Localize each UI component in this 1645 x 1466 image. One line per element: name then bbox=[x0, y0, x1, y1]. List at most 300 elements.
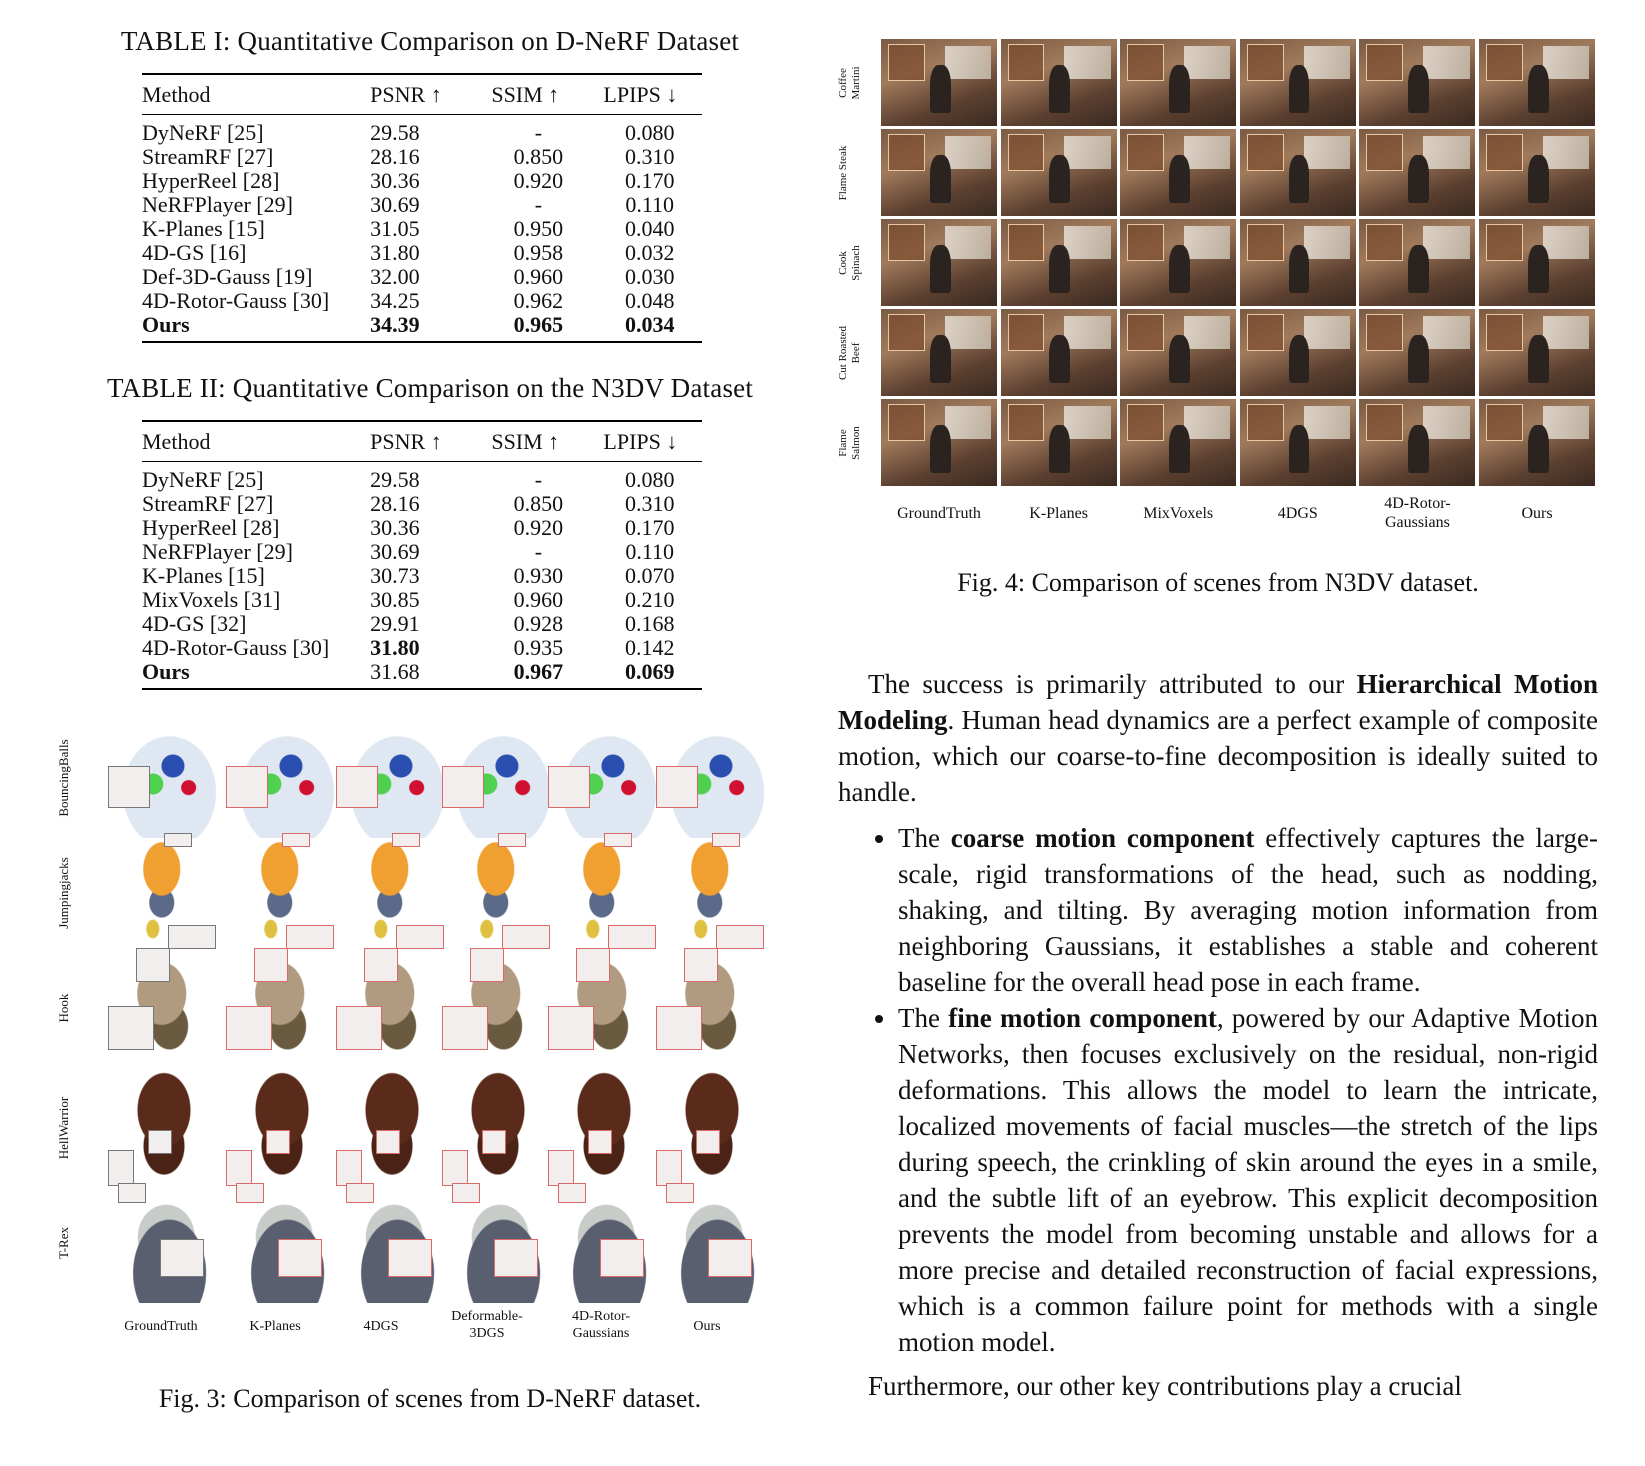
zoom-inset bbox=[888, 404, 925, 441]
table-row bbox=[142, 516, 702, 540]
zoom-inset bbox=[118, 1183, 146, 1203]
figure-3-thumbnail bbox=[442, 1068, 554, 1188]
figure-4-column-labels bbox=[880, 495, 1598, 548]
text-run: effectively captures the large-scale, rigid transformations of the head, such as nodding, shaking, and tilting. By averaging motion information from neighboring Gaussians, it establishes a stable and coherent baseline for the overall head pose in each frame. bbox=[898, 823, 1598, 997]
figure-3-row-label: BouncingBalls bbox=[56, 739, 71, 817]
figure-3-thumbnail bbox=[108, 1068, 220, 1188]
scene-element bbox=[930, 245, 951, 293]
zoom-inset bbox=[498, 833, 526, 847]
scene-element bbox=[1049, 425, 1070, 473]
scene-element bbox=[1064, 406, 1110, 439]
scene-element bbox=[930, 425, 951, 473]
scene-element bbox=[1049, 245, 1070, 293]
scene-element bbox=[1304, 316, 1350, 349]
table-cell: 0.210 bbox=[624, 587, 675, 612]
bold-term: coarse motion component bbox=[950, 823, 1255, 853]
zoom-inset bbox=[708, 1239, 752, 1277]
table-cell: 0.967 bbox=[513, 659, 564, 684]
zoom-inset bbox=[482, 1130, 506, 1154]
scene-element bbox=[1543, 406, 1589, 439]
scene-element bbox=[1184, 316, 1230, 349]
table-cell: 0.170 bbox=[624, 168, 675, 193]
zoom-inset bbox=[656, 1150, 682, 1186]
figure-4-thumbnail bbox=[1119, 308, 1237, 397]
figure-3-row bbox=[56, 718, 800, 838]
zoom-inset bbox=[108, 1006, 154, 1050]
zoom-inset bbox=[1247, 404, 1284, 441]
figure-4-thumbnail bbox=[1000, 308, 1118, 397]
scene-element bbox=[1169, 245, 1190, 293]
zoom-inset bbox=[442, 1150, 468, 1186]
figure-4-thumbnail bbox=[1478, 38, 1596, 127]
zoom-inset bbox=[168, 925, 216, 949]
zoom-inset bbox=[548, 1006, 594, 1050]
table-cell: 0.069 bbox=[624, 659, 675, 684]
table-cell: 0.960 bbox=[513, 264, 564, 289]
bullet-list bbox=[838, 820, 1598, 1360]
figure-3-thumbnail bbox=[442, 833, 554, 953]
figure-3-caption: Fig. 3: Comparison of scenes from D-NeRF dataset. bbox=[158, 1384, 702, 1413]
zoom-inset bbox=[666, 1183, 694, 1203]
zoom-inset bbox=[254, 948, 288, 982]
scene-element bbox=[930, 335, 951, 383]
zoom-inset bbox=[656, 1006, 702, 1050]
scene-element bbox=[1408, 155, 1429, 203]
zoom-inset bbox=[888, 134, 925, 171]
zoom-inset bbox=[588, 1130, 612, 1154]
figure-4-thumbnail bbox=[1000, 128, 1118, 217]
scene-element bbox=[1169, 335, 1190, 383]
scene-element bbox=[1064, 226, 1110, 259]
scene-element bbox=[1289, 425, 1310, 473]
figure-3-thumbnail bbox=[336, 1068, 448, 1188]
scene-element bbox=[1184, 136, 1230, 169]
figure-3-column-label: Deformable- 3DGS bbox=[451, 1309, 523, 1341]
table-row bbox=[142, 169, 702, 193]
figure-4-column-label: 4DGS bbox=[1277, 505, 1318, 522]
bold-term: fine motion component bbox=[948, 1003, 1217, 1033]
table-cell: 0.030 bbox=[624, 264, 675, 289]
table-cell: 30.73 bbox=[370, 563, 420, 588]
table-row bbox=[142, 265, 702, 289]
scene-element bbox=[1528, 155, 1549, 203]
table-cell: 30.69 bbox=[370, 539, 420, 564]
scene-element bbox=[1169, 425, 1190, 473]
table-cell: - bbox=[534, 120, 543, 145]
zoom-inset bbox=[346, 1183, 374, 1203]
table-cell: 0.930 bbox=[513, 563, 564, 588]
figure-3-thumbnail bbox=[442, 948, 554, 1068]
table-cell: 30.85 bbox=[370, 587, 420, 612]
figure-4-thumbnail bbox=[1358, 38, 1476, 127]
table-cell: - bbox=[534, 467, 543, 492]
figure-4-column-label: Ours bbox=[1521, 505, 1553, 522]
zoom-inset bbox=[1486, 404, 1523, 441]
zoom-inset bbox=[336, 1150, 362, 1186]
table-cell: 0.080 bbox=[624, 467, 675, 492]
table-cell: 4D-Rotor-Gauss [30] bbox=[142, 288, 330, 313]
table-row bbox=[142, 588, 702, 612]
zoom-inset bbox=[148, 1130, 172, 1154]
scene-element bbox=[1049, 65, 1070, 113]
table2-caption: TABLE II: Quantitative Comparison on the N3DV Dataset bbox=[106, 373, 754, 403]
figure-4-thumbnail bbox=[1478, 308, 1596, 397]
zoom-inset bbox=[1008, 404, 1045, 441]
table-cell: 0.048 bbox=[624, 288, 675, 313]
figure-3-row-label: Hook bbox=[56, 993, 71, 1023]
scene-element bbox=[930, 155, 951, 203]
table-cell: 0.168 bbox=[624, 611, 675, 636]
table-cell: 31.05 bbox=[370, 216, 420, 241]
table1-caption: TABLE I: Quantitative Comparison on D-NeRF Dataset bbox=[120, 26, 740, 56]
figure-3-thumbnail bbox=[336, 718, 448, 838]
figure-4-column-label: K-Planes bbox=[1029, 505, 1088, 522]
table-row bbox=[142, 241, 702, 265]
zoom-inset bbox=[236, 1183, 264, 1203]
table-row bbox=[142, 540, 702, 564]
scene-element bbox=[1528, 65, 1549, 113]
bullet-fine-motion bbox=[898, 1000, 1598, 1360]
figure-4-thumbnail bbox=[1119, 128, 1237, 217]
zoom-inset bbox=[1486, 134, 1523, 171]
scene-element bbox=[1543, 46, 1589, 79]
bold-term: Hierarchical Motion Modeling bbox=[838, 669, 1598, 735]
table-row bbox=[142, 313, 702, 342]
figure-3-row-label: T-Rex bbox=[56, 1226, 71, 1260]
figure-3 bbox=[56, 718, 800, 1398]
figure-4-thumbnail bbox=[1239, 308, 1357, 397]
zoom-inset bbox=[226, 1006, 272, 1050]
figure-3-thumbnail bbox=[108, 948, 220, 1068]
figure-4-row-label: Coffee Martini bbox=[837, 66, 862, 100]
table-cell: 0.310 bbox=[624, 144, 675, 169]
figure-4-thumbnail bbox=[1358, 218, 1476, 307]
scene-element bbox=[945, 226, 991, 259]
figure-3-row bbox=[56, 1068, 800, 1188]
scene-element bbox=[1543, 316, 1589, 349]
text-run: The success is primarily attributed to our bbox=[868, 669, 1357, 699]
table-cell: 0.850 bbox=[513, 491, 564, 516]
table-cell: 0.958 bbox=[513, 240, 564, 265]
table-cell: 0.110 bbox=[625, 192, 675, 217]
figure-4-thumbnail bbox=[880, 308, 998, 397]
zoom-inset bbox=[576, 948, 610, 982]
scene-element bbox=[1408, 65, 1429, 113]
zoom-inset bbox=[470, 948, 504, 982]
scene-element bbox=[1289, 155, 1310, 203]
table-cell: 0.960 bbox=[513, 587, 564, 612]
figure-3-column-labels bbox=[60, 1309, 800, 1358]
figure-3-column-label: 4D-Rotor- Gaussians bbox=[571, 1309, 631, 1341]
zoom-inset bbox=[548, 1150, 574, 1186]
zoom-inset bbox=[656, 766, 698, 808]
table-cell: 0.110 bbox=[625, 539, 675, 564]
table-cell: 0.928 bbox=[513, 611, 564, 636]
scene-element bbox=[1049, 335, 1070, 383]
table-cell: 0.920 bbox=[513, 168, 564, 193]
table-cell: 29.58 bbox=[370, 120, 420, 145]
zoom-inset bbox=[494, 1239, 538, 1277]
column-header: SSIM ↑ bbox=[491, 429, 560, 454]
table-cell: 0.965 bbox=[513, 312, 564, 337]
table-cell: 28.16 bbox=[370, 144, 420, 169]
figure-4-row-label: Flame Salmon bbox=[837, 426, 862, 460]
zoom-inset bbox=[392, 833, 420, 847]
figure-3-thumbnail bbox=[656, 833, 768, 953]
scene-element bbox=[1304, 226, 1350, 259]
zoom-inset bbox=[684, 948, 718, 982]
figure-4-thumbnail bbox=[1000, 398, 1118, 487]
zoom-inset bbox=[226, 1150, 252, 1186]
figure-3-thumbnail bbox=[226, 948, 338, 1068]
table-cell: StreamRF [27] bbox=[142, 144, 274, 169]
scene-element bbox=[1064, 46, 1110, 79]
zoom-inset bbox=[558, 1183, 586, 1203]
zoom-inset bbox=[1366, 44, 1403, 81]
paragraph-hierarchical-motion bbox=[838, 666, 1598, 810]
zoom-inset bbox=[696, 1130, 720, 1154]
table-row bbox=[142, 636, 702, 660]
table-cell: 0.850 bbox=[513, 144, 564, 169]
figure-4-thumbnail bbox=[1358, 308, 1476, 397]
zoom-inset bbox=[266, 1130, 290, 1154]
table-cell: 0.935 bbox=[513, 635, 564, 660]
zoom-inset bbox=[1127, 224, 1164, 261]
scene-element bbox=[945, 406, 991, 439]
zoom-inset bbox=[164, 833, 192, 847]
scene-element bbox=[1304, 406, 1350, 439]
figure-3-thumbnail bbox=[226, 1068, 338, 1188]
zoom-inset bbox=[888, 224, 925, 261]
table-cell: - bbox=[534, 192, 543, 217]
scene-element bbox=[1289, 335, 1310, 383]
text-run: , powered by our Adaptive Motion Networks, then focuses exclusively on the residual, non-rigid deformations. This allows the model to learn the intricate, localized movements of facial muscles—the stretch of the lips during speech, the crinkling of skin around the eyes in a smile, and the subtle lift of an eyebrow. This explicit decomposition prevents the model from becoming unstable and allows for a more precise and detailed reconstruction of facial expressions, which is a common failure point for methods with a single motion model. bbox=[898, 1003, 1598, 1357]
zoom-inset bbox=[716, 925, 764, 949]
scene-element bbox=[1543, 136, 1589, 169]
table-row bbox=[142, 289, 702, 313]
table-cell: 30.36 bbox=[370, 515, 420, 540]
figure-4-thumbnail bbox=[1239, 398, 1357, 487]
scene-element bbox=[1289, 65, 1310, 113]
zoom-inset bbox=[1247, 224, 1284, 261]
table2 bbox=[142, 420, 702, 690]
table-cell: 28.16 bbox=[370, 491, 420, 516]
table-cell: 4D-GS [16] bbox=[142, 240, 247, 265]
table-cell: 0.040 bbox=[624, 216, 675, 241]
column-header: LPIPS ↓ bbox=[603, 82, 678, 107]
zoom-inset bbox=[548, 766, 590, 808]
table-cell: 4D-GS [32] bbox=[142, 611, 247, 636]
left-column bbox=[56, 18, 800, 1414]
scene-element bbox=[1169, 155, 1190, 203]
table-cell: 0.170 bbox=[624, 515, 675, 540]
figure-3-thumbnail bbox=[108, 833, 220, 953]
zoom-inset bbox=[1366, 134, 1403, 171]
zoom-inset bbox=[336, 1006, 382, 1050]
zoom-inset bbox=[278, 1239, 322, 1277]
table-cell: 34.25 bbox=[370, 288, 420, 313]
zoom-inset bbox=[1127, 44, 1164, 81]
table-cell: 0.080 bbox=[624, 120, 675, 145]
figure-3-thumbnail bbox=[548, 718, 660, 838]
table-cell: 0.310 bbox=[624, 491, 675, 516]
zoom-inset bbox=[336, 766, 378, 808]
scene-element bbox=[1408, 245, 1429, 293]
table-cell: NeRFPlayer [29] bbox=[142, 192, 293, 217]
figure-3-thumbnail bbox=[548, 1183, 660, 1303]
table-cell: 0.142 bbox=[624, 635, 675, 660]
text-run: . Human head dynamics are a perfect example of composite motion, which our coarse-to-fine decomposition is ideally suited to handle. bbox=[838, 705, 1598, 807]
zoom-inset bbox=[1366, 404, 1403, 441]
zoom-inset bbox=[1247, 314, 1284, 351]
figure-3-column-label: 4DGS bbox=[363, 1319, 399, 1334]
figure-3-row bbox=[56, 1183, 800, 1303]
zoom-inset bbox=[1008, 134, 1045, 171]
zoom-inset bbox=[108, 1150, 134, 1186]
table-row bbox=[142, 145, 702, 169]
scene-element bbox=[945, 46, 991, 79]
figure-4-column-label: MixVoxels bbox=[1143, 505, 1214, 522]
figure-3-column-label: GroundTruth bbox=[124, 1319, 198, 1334]
figure-4-thumbnail bbox=[880, 398, 998, 487]
figure-4-column-label: 4D-Rotor- Gaussians bbox=[1384, 495, 1451, 531]
table-cell: 0.962 bbox=[513, 288, 564, 313]
table-cell: 0.950 bbox=[513, 216, 564, 241]
figure-4-thumbnail bbox=[1000, 218, 1118, 307]
text-run: The bbox=[898, 823, 951, 853]
table-cell: 0.920 bbox=[513, 515, 564, 540]
figure-4-thumbnail bbox=[1478, 218, 1596, 307]
table1 bbox=[142, 73, 702, 343]
scene-element bbox=[1064, 316, 1110, 349]
zoom-inset bbox=[1127, 134, 1164, 171]
scene-element bbox=[1528, 245, 1549, 293]
figure-3-thumbnail bbox=[548, 833, 660, 953]
table-row bbox=[142, 193, 702, 217]
zoom-inset bbox=[1008, 224, 1045, 261]
figure-3-row bbox=[56, 948, 800, 1068]
figure-3-thumbnail bbox=[442, 1183, 554, 1303]
figure-3-thumbnail bbox=[656, 1068, 768, 1188]
column-header: Method bbox=[142, 429, 211, 454]
table-cell: Def-3D-Gauss [19] bbox=[142, 264, 313, 289]
figure-4-thumbnail bbox=[1358, 398, 1476, 487]
figure-3-thumbnail bbox=[226, 718, 338, 838]
zoom-inset bbox=[608, 925, 656, 949]
zoom-inset bbox=[136, 948, 170, 982]
zoom-inset bbox=[1366, 314, 1403, 351]
zoom-inset bbox=[888, 44, 925, 81]
scene-element bbox=[1184, 406, 1230, 439]
table-row bbox=[142, 612, 702, 636]
table-cell: 4D-Rotor-Gauss [30] bbox=[142, 635, 330, 660]
table-cell: Ours bbox=[142, 312, 190, 337]
scene-element bbox=[1184, 226, 1230, 259]
bullet-coarse-motion bbox=[898, 820, 1598, 1000]
table-cell: 30.69 bbox=[370, 192, 420, 217]
zoom-inset bbox=[502, 925, 550, 949]
figure-4-thumbnail bbox=[880, 128, 998, 217]
scene-element bbox=[1528, 425, 1549, 473]
table-cell: 29.58 bbox=[370, 467, 420, 492]
scene-element bbox=[1423, 316, 1469, 349]
table-cell: NeRFPlayer [29] bbox=[142, 539, 293, 564]
scene-element bbox=[1289, 245, 1310, 293]
figure-4-thumbnail bbox=[1119, 218, 1237, 307]
scene-element bbox=[930, 65, 951, 113]
zoom-inset bbox=[1247, 134, 1284, 171]
figure-4-thumbnail bbox=[1000, 38, 1118, 127]
figure-3-thumbnail bbox=[656, 948, 768, 1068]
paragraph-furthermore: Furthermore, our other key contributions play a crucial bbox=[868, 1371, 1462, 1401]
zoom-inset bbox=[108, 766, 150, 808]
zoom-inset bbox=[226, 766, 268, 808]
figure-4-thumbnail bbox=[880, 38, 998, 127]
table-cell: Ours bbox=[142, 659, 190, 684]
figure-3-thumbnail bbox=[548, 1068, 660, 1188]
text-run: The bbox=[898, 1003, 949, 1033]
scene-element bbox=[1423, 46, 1469, 79]
column-header: SSIM ↑ bbox=[491, 82, 560, 107]
table-cell: StreamRF [27] bbox=[142, 491, 274, 516]
zoom-inset bbox=[388, 1239, 432, 1277]
scene-element bbox=[1049, 155, 1070, 203]
scene-element bbox=[1423, 136, 1469, 169]
zoom-inset bbox=[364, 948, 398, 982]
figure-3-thumbnail bbox=[548, 948, 660, 1068]
scene-element bbox=[1184, 46, 1230, 79]
table-cell: MixVoxels [31] bbox=[142, 587, 281, 612]
table-cell: 34.39 bbox=[370, 312, 420, 337]
column-header: PSNR ↑ bbox=[370, 82, 442, 107]
column-header: PSNR ↑ bbox=[370, 429, 442, 454]
table-row bbox=[142, 217, 702, 241]
figure-3-thumbnail bbox=[336, 1183, 448, 1303]
figure-3-thumbnail bbox=[108, 1183, 220, 1303]
figure-3-thumbnail bbox=[108, 718, 220, 838]
zoom-inset bbox=[160, 1239, 204, 1277]
table-cell: 0.070 bbox=[624, 563, 675, 588]
zoom-inset bbox=[888, 314, 925, 351]
table-cell: 31.80 bbox=[370, 635, 420, 660]
scene-element bbox=[1423, 226, 1469, 259]
figure-3-thumbnail bbox=[226, 833, 338, 953]
table-row bbox=[142, 660, 702, 689]
zoom-inset bbox=[442, 766, 484, 808]
column-header: Method bbox=[142, 82, 211, 107]
table-cell: K-Planes [15] bbox=[142, 563, 265, 588]
table-row bbox=[142, 564, 702, 588]
table-row bbox=[142, 115, 702, 146]
figure-4 bbox=[838, 34, 1598, 534]
figure-4-thumbnail bbox=[1239, 128, 1357, 217]
figure-3-thumbnail bbox=[226, 1183, 338, 1303]
table-cell: 0.034 bbox=[624, 312, 675, 337]
figure-4-column-label: GroundTruth bbox=[897, 505, 981, 522]
figure-4-row-label: Flame Steak bbox=[837, 145, 849, 201]
table-cell: DyNeRF [25] bbox=[142, 120, 264, 145]
zoom-inset bbox=[1127, 404, 1164, 441]
figure-3-row bbox=[56, 833, 800, 953]
zoom-inset bbox=[452, 1183, 480, 1203]
scene-element bbox=[1423, 406, 1469, 439]
table-cell: 30.36 bbox=[370, 168, 420, 193]
zoom-inset bbox=[604, 833, 632, 847]
zoom-inset bbox=[396, 925, 444, 949]
figure-4-thumbnail bbox=[1119, 398, 1237, 487]
table-cell: 31.68 bbox=[370, 659, 420, 684]
figure-4-thumbnail bbox=[1358, 128, 1476, 217]
